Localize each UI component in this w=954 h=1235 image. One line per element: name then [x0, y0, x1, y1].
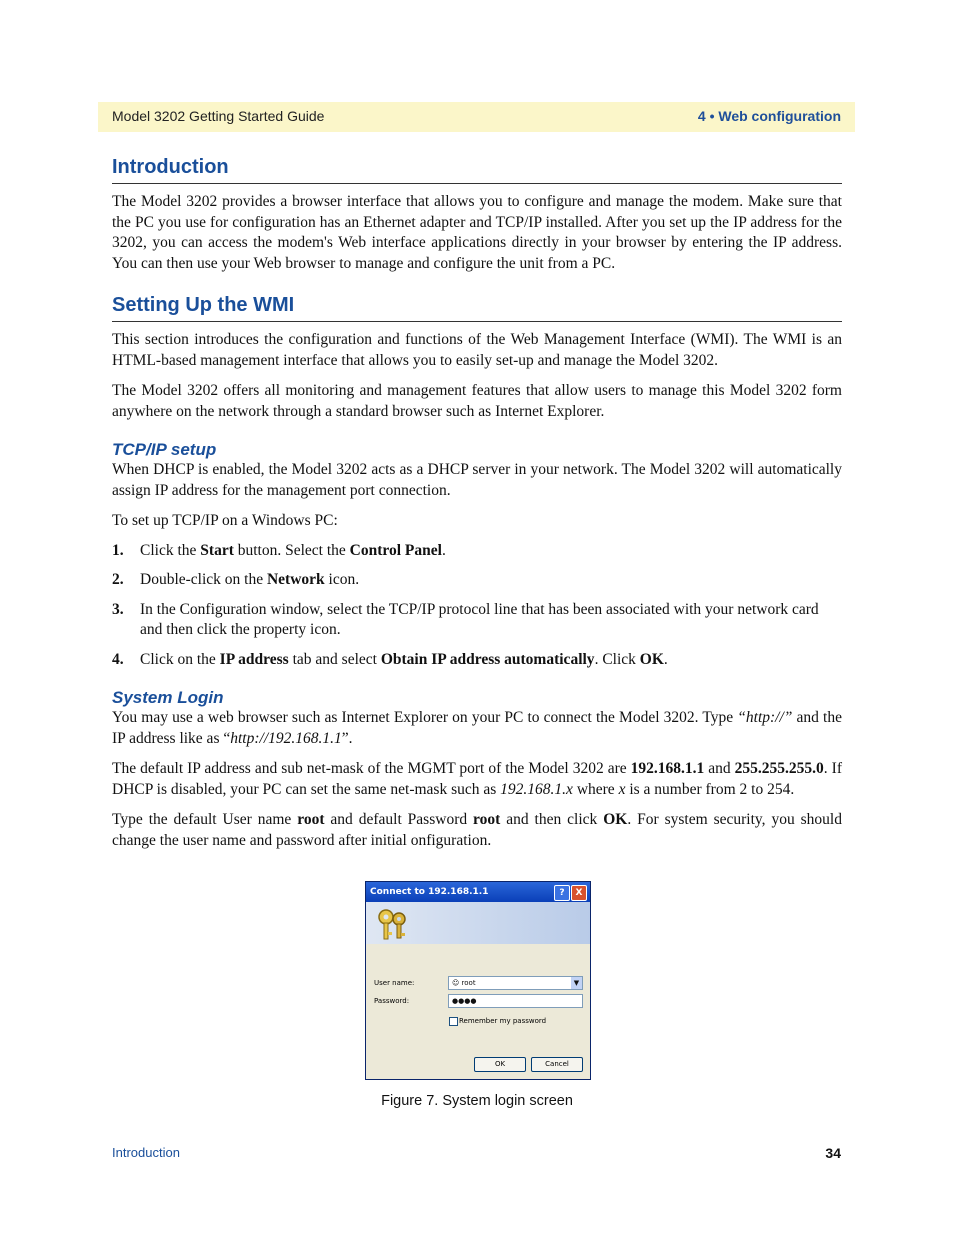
password-label: Password: [374, 997, 410, 1005]
list-item: 3. In the Configuration window, select the TCP/IP protocol line that has been associated with your network card and then click the property icon. [112, 600, 819, 638]
dialog-titlebar [366, 882, 590, 902]
heading-tcpip-setup: TCP/IP setup [112, 440, 217, 459]
list-item: 2. Double-click on the Network icon. [112, 571, 360, 588]
heading-introduction: Introduction [112, 156, 842, 184]
login-paragraph-3: Type the default User name root and default Password root and then click OK. For system security, you should change the user name and password after initial onfiguration. [112, 811, 842, 849]
header-chapter: 4 • Web configuration [697, 108, 841, 124]
remember-password-checkbox[interactable] [449, 1017, 458, 1026]
password-field[interactable]: ●●●● [448, 994, 583, 1008]
page-content [112, 156, 842, 851]
remember-password-label: Remember my password [459, 1017, 547, 1025]
username-value: root [461, 979, 476, 987]
close-button[interactable]: X [571, 885, 587, 901]
heading-system-login: System Login [112, 688, 224, 707]
wmi-paragraph-2: The Model 3202 offers all monitoring and management features that allow users to manage this Model 3202 form anywhere on the network through a standard browser such as Internet Explorer. [112, 382, 842, 420]
user-icon: ☺ [452, 979, 460, 987]
keys-icon [374, 906, 414, 942]
dialog-title: Connect to 192.168.1.1 [370, 887, 489, 897]
list-item: 1. Click the Start button. Select the Control Panel. [112, 541, 446, 559]
list-item: 4. Click on the IP address tab and select Obtain IP address automatically. Click OK. [112, 650, 668, 668]
username-combobox[interactable] [448, 976, 583, 990]
intro-paragraph: The Model 3202 provides a browser interface that allows you to configure and manage the modem. Make sure that the PC you use for configuration has an Ethernet adapter and TCP/IP installed. After you set up the IP address for the 3202, you can access the modem's Web interface applications directly in your browser by entering the IP address. You can then use your Web browser to manage and configure the unit from a PC. [112, 193, 842, 272]
dialog-banner [366, 902, 590, 944]
login-paragraph-1: You may use a web browser such as Internet Explorer on your PC to connect the Model 3202. Type “http://” and the IP address like as “http://192.168.1.1”. [112, 709, 842, 747]
login-dialog-figure [365, 881, 591, 1080]
tcp-steps-list [112, 541, 842, 671]
page-number: 34 [825, 1145, 841, 1161]
help-button[interactable]: ? [554, 885, 570, 901]
running-header [98, 102, 855, 132]
tcp-paragraph-2: To set up TCP/IP on a Windows PC: [112, 512, 338, 529]
footer-section: Introduction [112, 1145, 180, 1160]
ok-button[interactable]: OK [474, 1057, 526, 1072]
cancel-button[interactable]: Cancel [531, 1057, 583, 1072]
username-label: User name: [374, 979, 415, 987]
tcp-paragraph-1: When DHCP is enabled, the Model 3202 acts as a DHCP server in your network. The Model 3202 will automatically assign IP address for the management port connection. [112, 461, 842, 499]
login-paragraph-2: The default IP address and sub net-mask of the MGMT port of the Model 3202 are 192.168.1.1 and 255.255.255.0. If DHCP is disabled, your PC can set the same net-mask such as 192.168.1.x where x is a number from 2 to 254. [112, 760, 842, 798]
chevron-down-icon[interactable]: ▼ [571, 977, 582, 989]
heading-setting-up-wmi: Setting Up the WMI [112, 294, 842, 322]
login-dialog [365, 881, 591, 1080]
figure-caption: Figure 7. System login screen [381, 1093, 573, 1109]
wmi-paragraph-1: This section introduces the configuration and functions of the Web Management Interface (WMI). The WMI is an HTML-based management interface that allows you to easily set-up and manage the Model 3202. [112, 331, 842, 369]
header-guide-title: Model 3202 Getting Started Guide [112, 108, 325, 124]
